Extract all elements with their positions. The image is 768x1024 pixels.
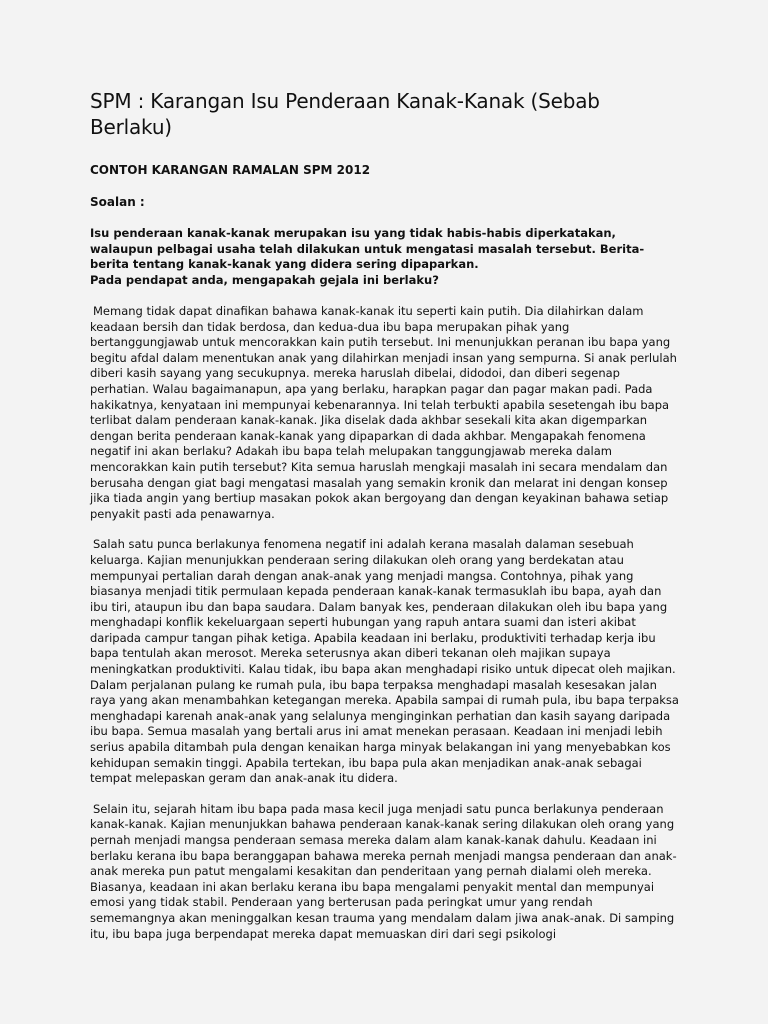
document-title: SPM : Karangan Isu Penderaan Kanak-Kanak (Sebab Berlaku): [90, 89, 600, 139]
question-label: Soalan :: [90, 195, 145, 209]
document-subtitle: CONTOH KARANGAN RAMALAN SPM 2012: [90, 163, 371, 177]
question-block: [90, 226, 680, 288]
essay-paragraph-3: Selain itu, sejarah hitam ibu bapa pada masa kecil juga menjadi satu punca berlakunya penderaan kanak-kanak. Kajian menunjukkan bahawa penderaan kanak-kanak sering dilakukan oleh orang yang pernah menjadi mangsa penderaan semasa mereka dalam alam kanak-kanak dahulu. Keadaan ini berlaku kerana ibu bapa beranggapan bahawa mereka pernah menjadi mangsa penderaan dan anak-anak mereka pun patut mengalami kesakitan dan penderitaan yang pernah dialami oleh mereka. Biasanya, keadaan ini akan berlaku kerana ibu bapa mengalami penyakit mental dan mempunyai emosi yang tidak stabil. Penderaan yang berterusan pada peringkat umur yang rendah sememangnya akan meninggalkan kesan trauma yang mendalam dalam jiwa anak-anak. Di samping itu, ibu bapa juga berpendapat mereka dapat memuaskan diri dari segi psikologi: [90, 801, 677, 941]
question-prompt: Pada pendapat anda, mengapakah gejala ini berlaku?: [90, 272, 439, 287]
essay-paragraph-1: Memang tidak dapat dinafikan bahawa kanak-kanak itu seperti kain putih. Dia dilahirkan dalam keadaan bersih dan tidak berdosa, dan kedua-dua ibu bapa merupakan pihak yang bertanggungjawab untuk mencorakkan kain putih tersebut. Ini menunjukkan peranan ibu bapa yang begitu afdal dalam menentukan anak yang dilahirkan menjadi insan yang sempurna. Si anak perlulah diberi kasih sayang yang secukupnya. mereka haruslah dibelai, didodoi, dan diberi segenap perhatian. Walau bagaimanapun, apa yang berlaku, harapkan pagar dan pagar makan padi. Pada hakikatnya, kenyataan ini mempunyai kebenarannya. Ini telah terbukti apabila sesetengah ibu bapa terlibat dalam penderaan kanak-kanak. Jika diselak dada akhbar sesekali kita akan digemparkan dengan berita penderaan kanak-kanak yang dipaparkan di dada akhbar. Mengapakah fenomena negatif ini akan berlaku? Adakah ibu bapa telah melupakan tanggungjawab mereka dalam mencorakkan kain putih tersebut? Kita semua haruslah mengkaji masalah ini secara mendalam dan berusaha dengan giat bagi mengatasi masalah yang semakin kronik dan melarat ini dengan konsep jika tiada angin yang bertiup masakan pokok akan bergoyang dan dengan keyakinan bahawa setiap penyakit pasti ada penawarnya.: [90, 304, 677, 521]
essay-paragraph-2: Salah satu punca berlakunya fenomena negatif ini adalah kerana masalah dalaman sesebuah keluarga. Kajian menunjukkan penderaan sering dilakukan oleh orang yang berdekatan atau mempunyai pertalian darah dengan anak-anak yang menjadi mangsa. Contohnya, pihak yang biasanya menjadi titik permulaan kepada penderaan kanak-kanak termasuklah ibu bapa, ayah dan ibu tiri, ataupun ibu dan bapa saudara. Dalam banyak kes, penderaan dilakukan oleh ibu bapa yang menghadapi konflik kekeluargaan seperti hubungan yang rapuh antara suami dan isteri akibat daripada campur tangan pihak ketiga. Apabila keadaan ini berlaku, produktiviti terhadap kerja ibu bapa tentulah akan merosot. Mereka seterusnya akan diberi tekanan oleh majikan supaya meningkatkan produktiviti. Kalau tidak, ibu bapa akan menghadapi risiko untuk dipecat oleh majikan. Dalam perjalanan pulang ke rumah pula, ibu bapa terpaksa menghadapi masalah kesesakan jalan raya yang akan menambahkan ketegangan mereka. Apabila sampai di rumah pula, ibu bapa terpaksa menghadapi karenah anak-anak yang selalunya menginginkan perhatian dan kasih sayang daripada ibu bapa. Semua masalah yang bertali arus ini amat menekan perasaan. Keadaan ini menjadi lebih serius apabila ditambah pula dengan kenaikan harga minyak belakangan ini yang menyebabkan kos kehidupan semakin tinggi. Apabila tertekan, ibu bapa pula akan menjadikan anak-anak sebagai tempat melepaskan geram dan anak-anak itu didera.: [90, 537, 679, 786]
question-text: Isu penderaan kanak-kanak merupakan isu yang tidak habis-habis diperkatakan, walaupun pelbagai usaha telah dilakukan untuk mengatasi masalah tersebut. Berita-berita tentang kanak-kanak yang didera sering dipaparkan.: [90, 226, 645, 271]
